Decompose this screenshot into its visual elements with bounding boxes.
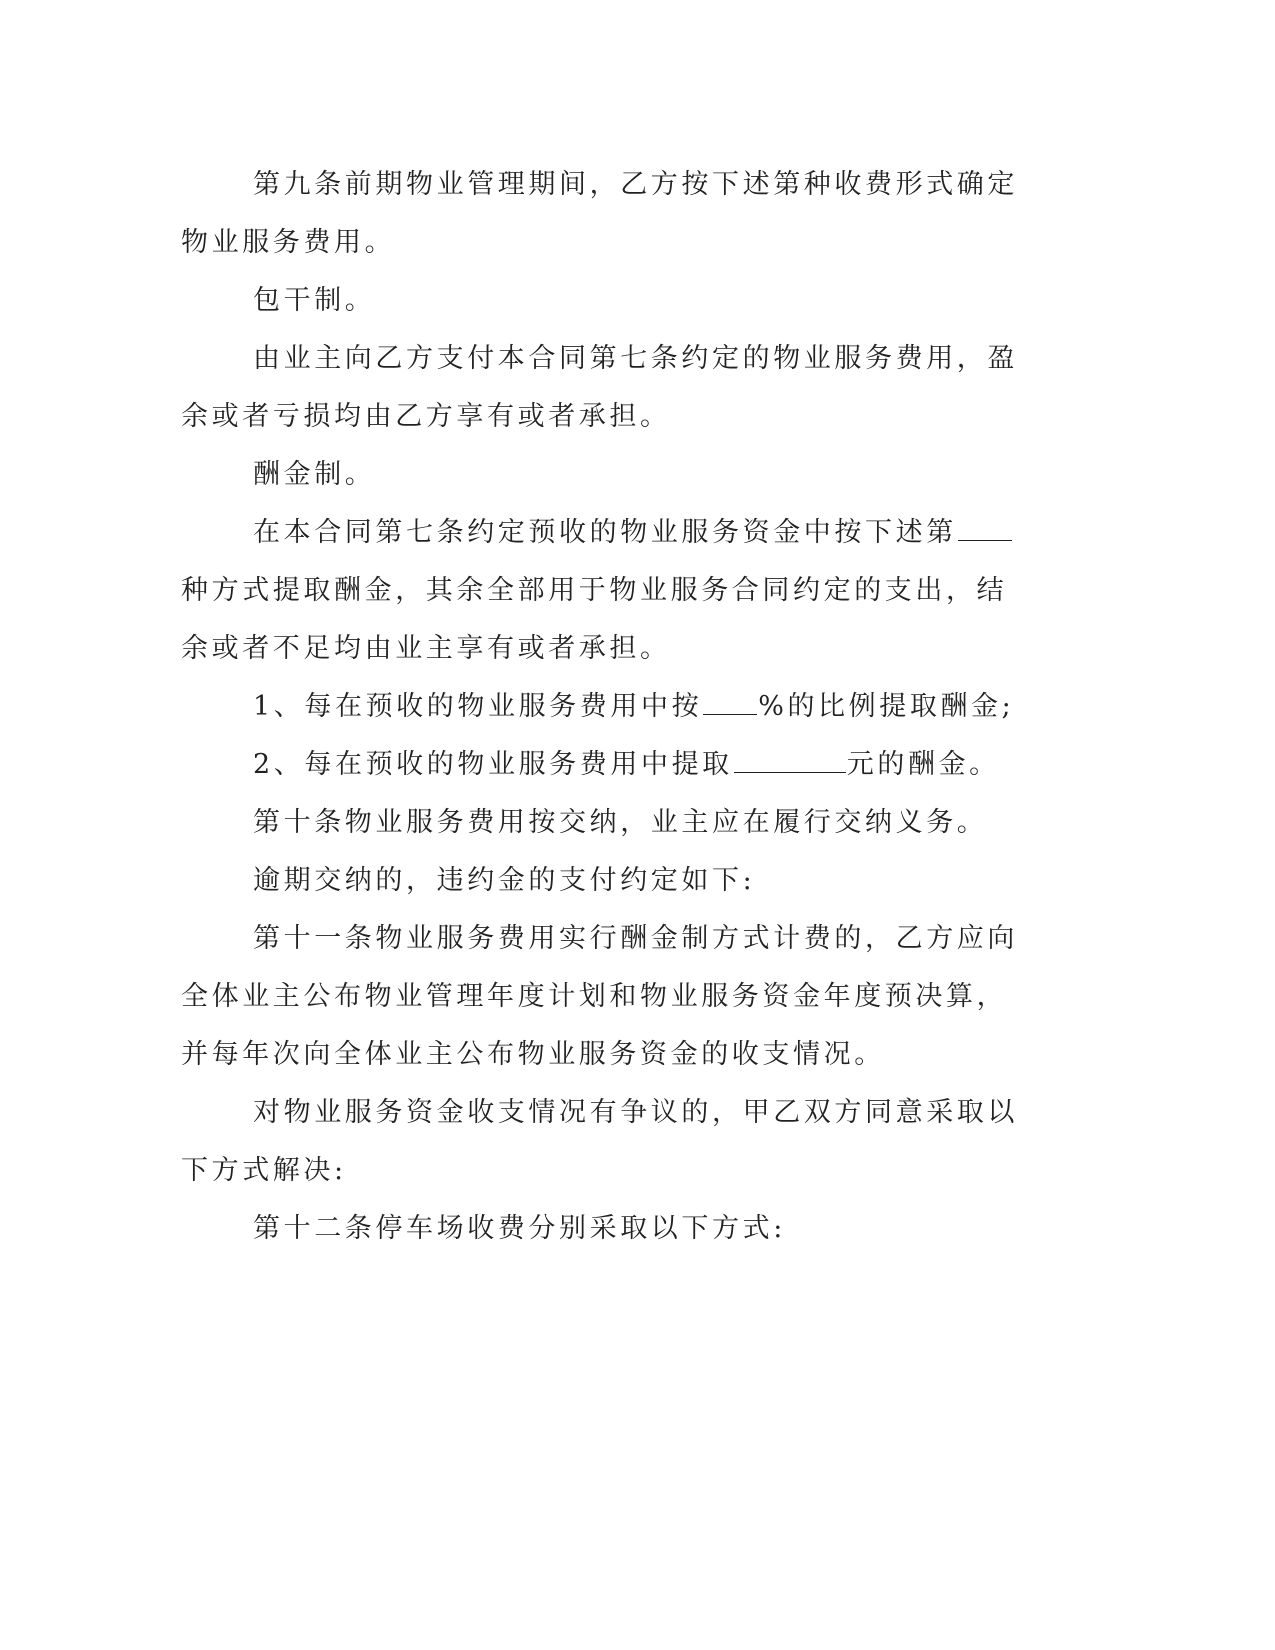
paragraph-late-payment: 逾期交纳的，违约金的支付约定如下: [253,865,756,896]
paragraph-commission-detail [181,504,1029,678]
paragraph-commission-detail-after: 种方式提取酬金，其余全部用于物业服务合同约定的支出，结余或者不足均由业主享有或者承担。 [181,575,1008,664]
paragraph-option-1-after: %的比例提取酬金; [758,691,1015,722]
paragraph-lump-sum-detail: 由业主向乙方支付本合同第七条约定的物业服务费用，盈余或者亏损均由乙方享有或者承担。 [181,343,1018,432]
paragraph-article-11: 第十一条物业服务费用实行酬金制方式计费的，乙方应向全体业主公布物业管理年度计划和物业服务资金年度预决算，并每年次向全体业主公布物业服务资金的收支情况。 [181,923,1018,1070]
paragraph-option-1 [181,678,1029,736]
paragraph-option-2 [181,736,1029,794]
paragraph-article-12: 第十二条停车场收费分别采取以下方式: [253,1213,786,1244]
blank-amount [734,750,846,773]
blank-method-number [958,518,1012,541]
blank-percentage [703,692,757,715]
paragraph-lump-sum: 包干制。 [253,285,376,316]
paragraph-commission-detail-before: 在本合同第七条约定预收的物业服务资金中按下述第 [253,517,957,548]
document-body [181,156,1029,1258]
paragraph-commission: 酬金制。 [253,459,376,490]
paragraph-dispute: 对物业服务资金收支情况有争议的，甲乙双方同意采取以下方式解决: [181,1097,1018,1186]
paragraph-option-2-after: 元的酬金。 [846,749,1000,780]
paragraph-option-2-before: 2、每在预收的物业服务费用中提取 [253,749,733,780]
paragraph-article-9: 第九条前期物业管理期间，乙方按下述第种收费形式确定物业服务费用。 [181,169,1018,258]
paragraph-option-1-before: 1、每在预收的物业服务费用中按 [253,691,703,722]
paragraph-article-10: 第十条物业服务费用按交纳，业主应在履行交纳义务。 [253,807,988,838]
